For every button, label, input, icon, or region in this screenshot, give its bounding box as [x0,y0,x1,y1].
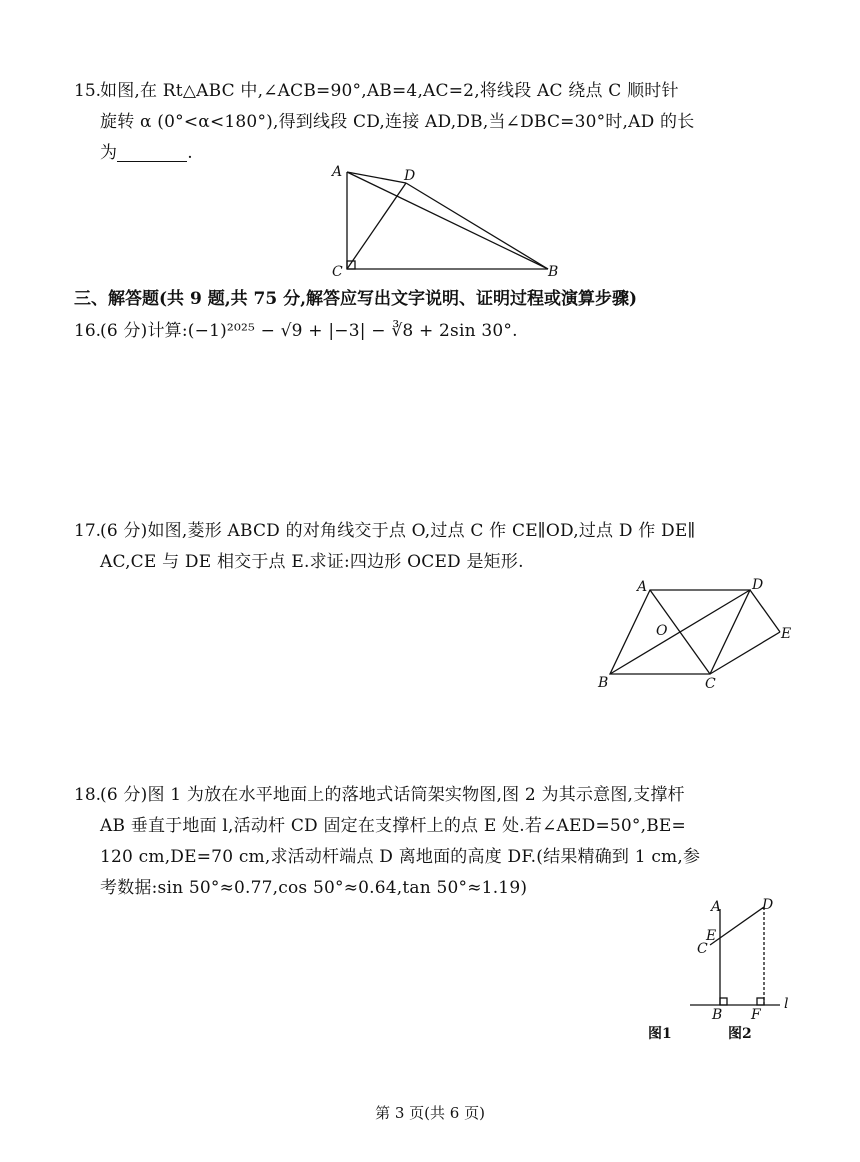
label-e: E [781,626,792,642]
right-angle-mark-b [720,998,727,1005]
label-e: E [706,928,717,944]
q18-number: 18. [74,785,102,805]
q15-line2: 旋转 α (0°<α<180°),得到线段 CD,连接 AD,DB,当∠DBC=30°时,AD 的长 [100,112,695,132]
label-f: F [751,1007,761,1023]
label-c: C [697,941,708,957]
segment-ab [347,172,548,269]
q18-line4: 考数据:sin 50°≈0.77,cos 50°≈0.64,tan 50°≈1.19) [100,878,528,898]
label-d: D [762,897,774,913]
diagonal-bd [610,590,750,674]
q18-line3: 120 cm,DE=70 cm,求活动杆端点 D 离地面的高度 DF.(结果精确到 1 cm,参 [100,847,701,867]
q15-figure [320,160,570,280]
label-c: C [332,264,343,280]
caption-figure1: 图1 [648,1026,672,1042]
label-a: A [711,899,722,915]
q17-number: 17. [74,521,102,541]
label-l: l [784,996,789,1012]
q18-figure [640,895,800,1050]
q15-line3-prefix: 为 [100,143,118,163]
label-b: B [548,264,559,280]
q17-line1: (6 分)如图,菱形 ABCD 的对角线交于点 O,过点 C 作 CE∥OD,过点 D 作 DE∥ [100,521,696,541]
label-c: C [705,676,716,692]
q18-text [100,780,800,904]
section-heading: 三、解答题(共 9 题,共 75 分,解答应写出文字说明、证明过程或演算步骤) [74,289,638,309]
label-o: O [656,623,668,639]
q18-line1: (6 分)图 1 为放在水平地面上的落地式话筒架实物图,图 2 为其示意图,支撑杆 [100,785,685,805]
caption-figure2: 图2 [728,1026,752,1042]
q15-line1: 如图,在 Rt△ABC 中,∠ACB=90°,AB=4,AC=2,将线段 AC 绕点 C 顺时针 [100,81,679,101]
q15-number: 15. [74,81,102,101]
label-d: D [404,168,416,184]
q17-figure [590,575,800,695]
q15-line3-suffix: . [187,143,193,163]
label-b: B [712,1007,723,1023]
q17-text [100,516,800,578]
page-footer: 第 3 页(共 6 页) [375,1104,485,1122]
q15-text [100,76,800,169]
segment-cd [347,183,406,269]
q16-text: (6 分)计算:(−1)²⁰²⁵ − √9 + |−3| − ∛8 + 2sin 30°. [100,321,518,341]
right-angle-mark-f [757,998,764,1005]
label-a: A [332,164,343,180]
segment-ad [347,172,406,183]
label-d: D [752,577,764,593]
answer-blank[interactable] [117,141,187,162]
q18-line2: AB 垂直于地面 l,活动杆 CD 固定在支撑杆上的点 E 处.若∠AED=50°,BE= [100,816,686,836]
q16-number: 16. [74,321,102,341]
q17-line2: AC,CE 与 DE 相交于点 E.求证:四边形 OCED 是矩形. [100,552,524,572]
segment-db [406,183,548,269]
label-a: A [637,579,648,595]
label-b: B [598,675,609,691]
segment-de [750,590,780,632]
